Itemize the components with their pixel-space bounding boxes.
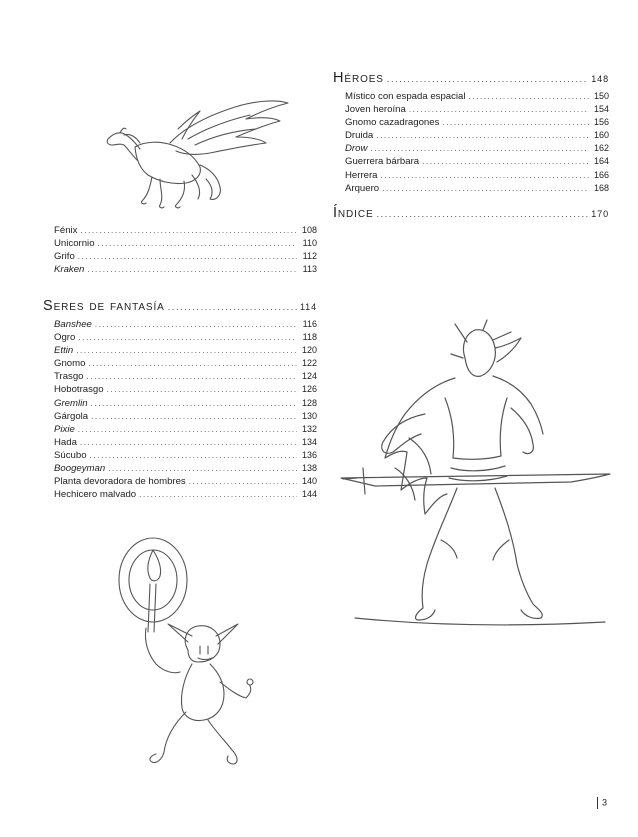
toc-entry[interactable] [54,475,317,488]
dot-leader [381,170,589,182]
pegasus-illustration [60,95,295,225]
page-number: 108 [301,225,317,235]
entry-title: Joven heroína [345,104,406,116]
page-number: 154 [593,104,609,115]
dot-leader [90,450,297,462]
page-folio [597,797,607,809]
section-title: Héroes [333,70,384,86]
page-number: 168 [593,182,609,193]
dot-leader [377,205,589,223]
toc-entry[interactable] [54,383,317,396]
page-number: 124 [301,371,317,382]
entry-title: Unicornio [54,238,95,250]
toc-entry[interactable] [54,224,317,237]
entry-title: Boogeyman [54,463,106,475]
toc-section-seres-de-fantasia [43,297,317,501]
page-number: 114 [299,302,317,312]
toc-entry[interactable] [54,263,317,276]
toc-section-indice [333,204,609,225]
toc-section-heading[interactable] [333,69,609,88]
toc-entry[interactable] [54,357,317,370]
page-number: 140 [301,476,317,487]
page-number: 166 [593,169,609,180]
dot-leader [382,183,589,195]
toc-entry[interactable] [345,90,609,103]
toc-section-heading[interactable] [43,297,317,316]
page-number: 132 [301,423,317,434]
toc-items [333,90,609,195]
toc-entry[interactable] [345,169,609,182]
dot-leader [95,319,297,331]
entry-title: Guerrera bárbara [345,156,420,168]
page-number: 120 [301,345,317,356]
page-number: 113 [302,264,317,275]
page-number: 148 [591,74,609,84]
entry-title: Súcubo [54,449,87,461]
entry-title: Hobotrasgo [54,384,104,396]
toc-entry[interactable] [54,449,317,462]
page-number: 164 [593,156,609,167]
toc-section-heading[interactable] [333,204,609,223]
entry-title: Gremlin [54,397,88,409]
section-title: Seres de fantasía [43,298,165,314]
dot-leader [76,345,297,357]
dot-leader [78,424,297,436]
page-number: 136 [301,449,317,460]
entry-title: Hada [54,436,77,448]
toc-items [43,318,317,501]
toc-entry[interactable] [54,397,317,410]
dot-leader [87,371,297,383]
entry-title: Grifo [54,251,75,263]
toc-entry[interactable] [54,488,317,501]
goblin-with-torch-illustration [108,532,273,782]
page-number: 170 [591,209,609,219]
page-number: 162 [593,143,609,154]
entry-title: Arquero [345,182,380,194]
toc-entry[interactable] [345,116,609,129]
page-number: 110 [302,238,317,249]
entry-title: Kraken [54,264,85,276]
page-number: 138 [301,463,317,474]
dot-leader [376,130,589,142]
toc-section-heroes [333,69,609,195]
page-number: 126 [301,384,317,395]
toc-entry[interactable] [54,410,317,423]
toc-entry[interactable] [54,436,317,449]
dot-leader [469,91,589,103]
entry-title: Trasgo [54,371,84,383]
page-number: 128 [301,397,317,408]
dot-leader [98,238,297,250]
entry-title: Gnomo cazadragones [345,117,440,129]
page-number: 144 [301,489,317,500]
dot-leader [387,70,588,88]
dot-leader [409,104,589,116]
toc-entry[interactable] [54,344,317,357]
dot-leader [139,489,297,501]
page-number: 156 [593,117,609,128]
toc-entry[interactable] [54,423,317,436]
entry-title: Drow [345,143,368,155]
entry-title: Gárgola [54,410,89,422]
entry-title: Místico con espada espacial [345,91,466,102]
page-number: 116 [302,319,317,329]
toc-entry[interactable] [54,318,317,331]
entry-title: Planta devoradora de hombres [54,476,186,488]
toc-creatures-list [54,224,317,276]
toc-entry[interactable] [345,103,609,116]
entry-title: Pixie [54,423,75,435]
page-number: 118 [302,332,317,343]
entry-title: Ettin [54,345,74,357]
entry-title: Fénix [54,225,78,236]
dot-leader [88,358,297,370]
page-number: 160 [593,130,609,141]
dot-leader [442,117,589,129]
folio-number: 3 [602,797,608,808]
page-number: 150 [593,91,609,101]
barbarian-warrior-illustration [335,318,620,638]
dot-leader [91,411,297,423]
toc-entry[interactable] [54,250,317,263]
dot-leader [87,264,297,276]
toc-entry[interactable] [345,129,609,142]
page-number: 134 [301,436,317,447]
dot-leader [370,143,589,155]
section-title: Índice [333,205,374,221]
page-number: 112 [302,251,317,262]
dot-leader [78,332,297,344]
dot-leader [422,156,589,168]
entry-title: Ogro [54,332,76,344]
page-number: 130 [301,410,317,421]
folio-divider [597,797,598,809]
dot-leader [91,398,297,410]
dot-leader [78,251,297,263]
dot-leader [108,463,297,475]
toc-entry[interactable] [54,370,317,383]
toc-entry[interactable] [345,182,609,195]
dot-leader [80,225,297,237]
toc-entry[interactable] [54,331,317,344]
dot-leader [107,384,297,396]
toc-entry[interactable] [345,155,609,168]
dot-leader [80,437,297,449]
entry-title: Hechicero malvado [54,489,137,501]
toc-entry[interactable] [54,462,317,475]
entry-title: Gnomo [54,358,86,370]
toc-entry[interactable] [54,237,317,250]
entry-title: Banshee [54,319,92,330]
entry-title: Herrera [345,169,378,181]
toc-entry[interactable] [345,142,609,155]
dot-leader [189,476,297,488]
page-number: 122 [301,358,317,369]
entry-title: Druida [345,130,374,142]
dot-leader [168,298,297,316]
